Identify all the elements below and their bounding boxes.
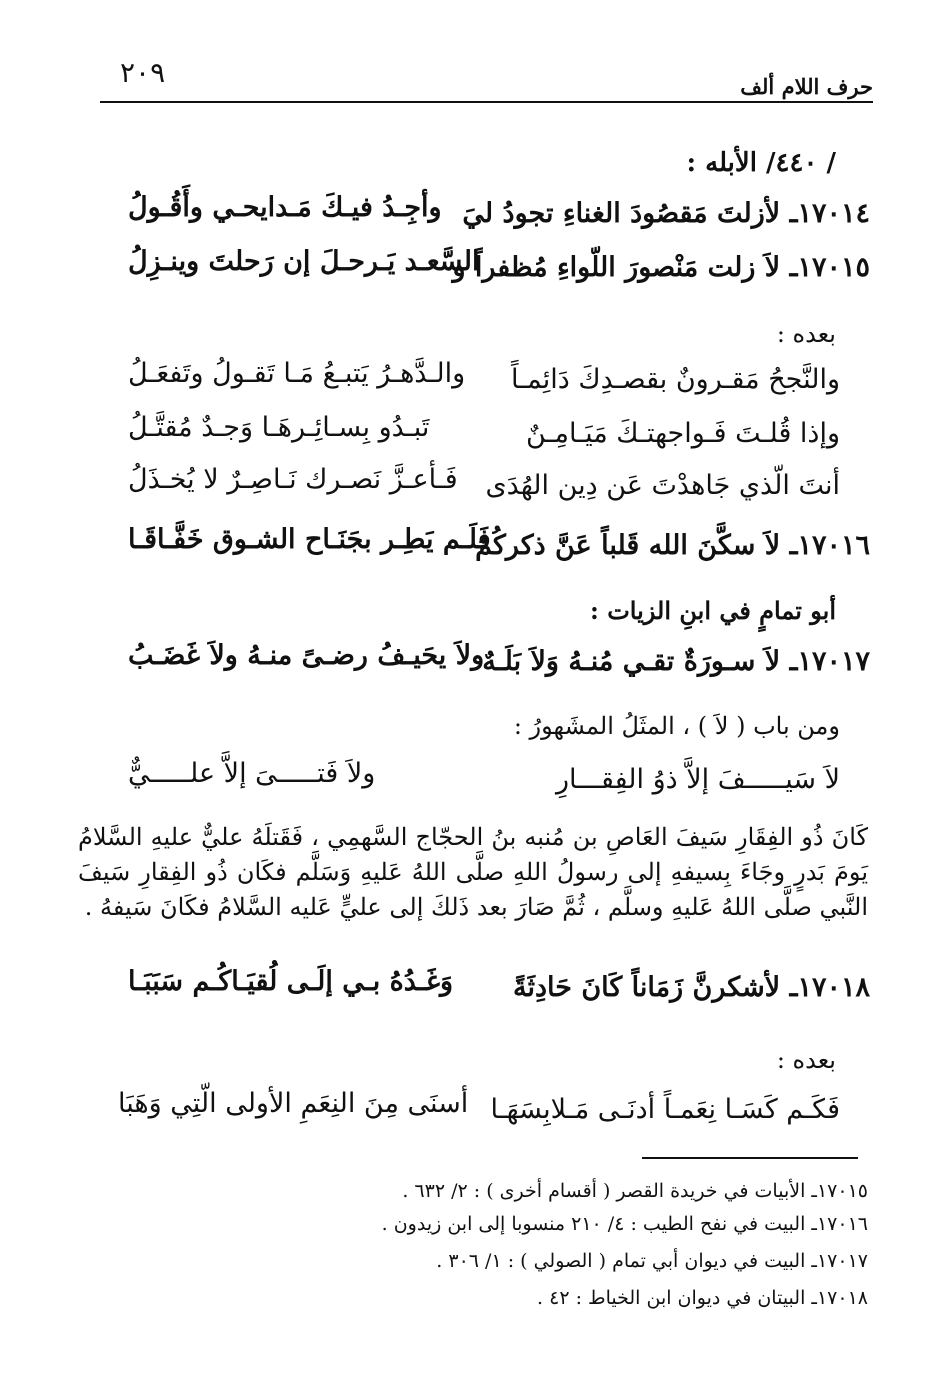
label-abu-tammam: أبو تمامٍ في ابنِ الزيات : (589, 596, 836, 625)
page-number: ٢٠٩ (120, 56, 166, 89)
footnote-17017: ١٧٠١٧ـ البيت في ديوان أبي تمام ( الصولي ) : ١/ ٣٠٦ . (436, 1250, 868, 1272)
verse-17018-first-hemistich: ١٧٠١٨ـ لأشكرنَّ زَمَاناً كَانَ حَادِثَةً (513, 972, 870, 1003)
verse-b2-second-hemistich: تَبـدُو بِسـائِـرهَـا وَجـدٌ مُقتَّـلُ (128, 412, 430, 443)
verse-last-first-hemistich: فَكَـم كَسَـا نِعَمـاً أدنَـى مَـلابِسَهَـا (490, 1094, 840, 1125)
prose-paragraph: كَانَ ذُو الفِقَارِ سَيفَ العَاصِ بن مُنبه بنُ الحجّاج السَّهمِي ، فَقَتلَهُ عليٌّ عليهِ السَّلامُ يَومَ بَدرٍ وجَاءَ بِسيفهِ إلى رسولُ اللهِ صلَّى اللهُ عَليهِ وَسَلَّم فكَان ذُو الفِقارِ سَيفَ النَّبي صلَّى اللهُ عَليهِ وسلَّم ، ثُمَّ صَارَ بعد ذَلكَ إلى عليٍّ عَليه السَّلامُ فكَانَ سَيفهُ . (78, 823, 868, 921)
label-baadahu-2: بعده : (776, 1046, 836, 1074)
verse-17016-second-hemistich: فَلَـم يَطِـر بجَنَـاح الشـوق خَفَّـاقَـا (128, 524, 491, 555)
proverb-second-hemistich: ولاَ فَتـــــىَ إلاَّ علـــــيٌّ (128, 758, 376, 789)
verse-17015-second-hemistich: السَّعـد يَـرحـلَ إن رَحلتَ وينـزِلُ (128, 246, 480, 277)
proverb-first-hemistich: لاَ سَيـــــفَ إلاَّ ذوُ الفِقـــارِ (555, 764, 840, 795)
verse-b2-first-hemistich: وإذا قُلـتَ فَـواجهتـكَ مَيَـامِـنٌ (526, 418, 840, 449)
footnote-17016: ١٧٠١٦ـ البيت في نفح الطيب : ٤/ ٢١٠ منسوبا إلى ابن زيدون . (381, 1213, 868, 1235)
verse-b3-first-hemistich: أنتَ الّذي جَاهدْتَ عَن دِين الهُدَى (485, 470, 840, 501)
label-baadahu: بعده : (776, 320, 836, 348)
verse-17017-first-hemistich: ١٧٠١٧ـ لاَ سـورَةٌ تقـي مُنـهُ وَلاَ بَلَـهٌ (482, 646, 870, 677)
verse-17017-second-hemistich: ولاَ يحَيـفُ رضـىً منـهُ ولاَ غَضَـبُ (128, 640, 485, 671)
verse-b1-second-hemistich: والـدَّهـرُ يَتبـعُ مَـا تَقـولُ وتَفعَـلُ (128, 358, 466, 389)
verse-17014-first-hemistich: ١٧٠١٤ـ لأزلتَ مَقصُودَ الغناءِ تجودُ ليَ (462, 198, 870, 229)
footnote-17015: ١٧٠١٥ـ الأبيات في خريدة القصر ( أقسام أخرى ) : ٢/ ٦٣٢ . (402, 1180, 868, 1202)
verse-17015-first-hemistich: ١٧٠١٥ـ لاَ زلت مَنْصورَ اللّواءِ مُظفراً و (452, 252, 870, 283)
label-proverb: ومن باب ( لاَ ) ، المثَلُ المشَهورُ : (513, 712, 840, 740)
chapter-title: حرف اللام ألف (740, 74, 873, 99)
verse-17016-first-hemistich: ١٧٠١٦ـ لاَ سكَّنَ الله قَلباً عَنَّ ذكركُمُ (475, 530, 870, 561)
verse-last-second-hemistich: أسنَى مِنَ النِعَمِ الأولى الّتِي وَهَبَا (118, 1088, 469, 1119)
footnote-17018: ١٧٠١٨ـ البيتان في ديوان ابن الخياط : ٤٢ . (537, 1287, 868, 1309)
verse-17014-second-hemistich: وأجِـدُ فيـكَ مَـدايحـي وأَقُـولُ (128, 192, 442, 223)
footnote-divider (642, 1157, 858, 1159)
verse-17018-second-hemistich: وَغَـدُهُ بـي إلَـى لُقيَـاكُـم سَبَبَـا (128, 966, 454, 997)
verse-b3-second-hemistich: فَـأعـزَّ نَصـرك نَـاصِـرٌ لا يُخـذَلُ (128, 464, 458, 495)
header-divider (100, 101, 873, 103)
section-title: / ٤٤٠/ الأبله : (686, 148, 836, 178)
verse-b1-first-hemistich: والنَّجحُ مَقـرونٌ بقصـدِكَ دَائِمـاً (510, 364, 840, 395)
